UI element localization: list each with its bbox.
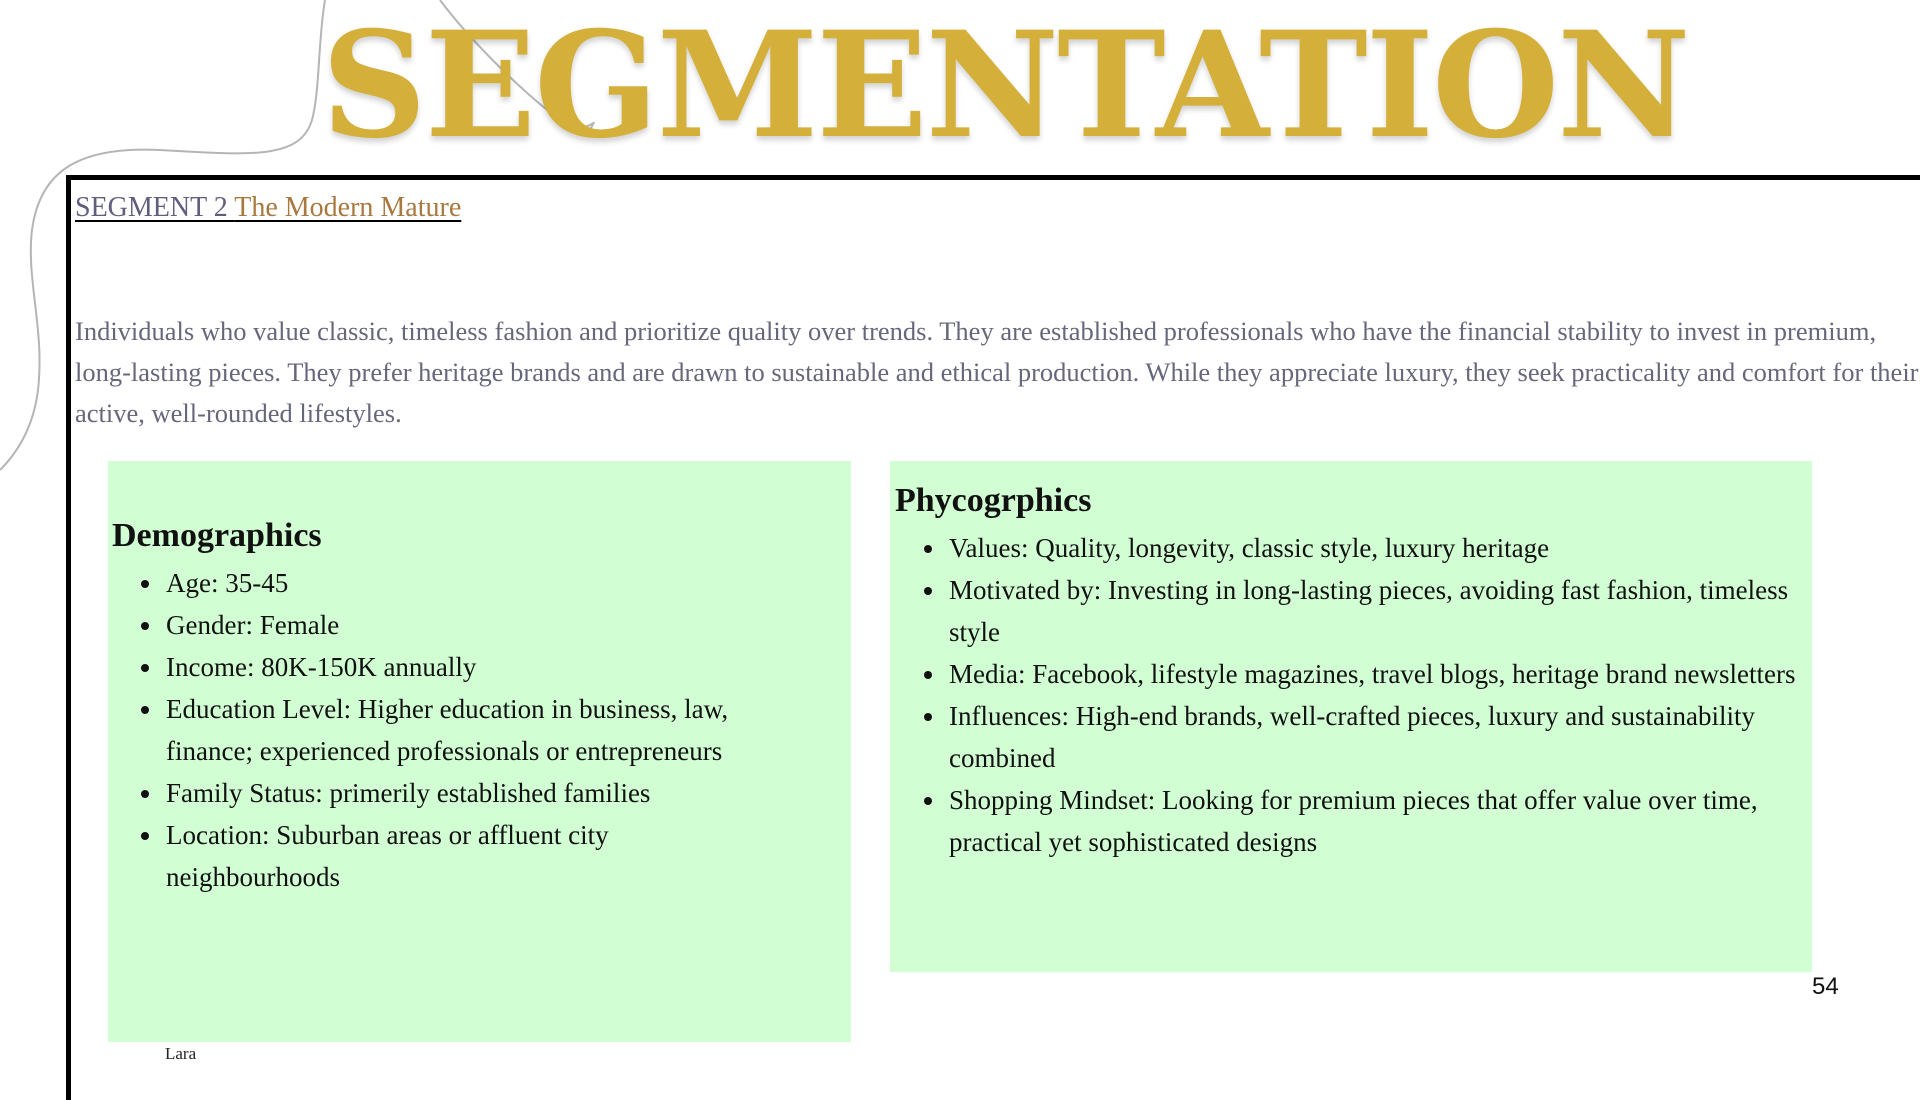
psychographics-list <box>895 527 1807 863</box>
demographics-heading: Demographics <box>112 517 322 554</box>
demographics-item-location: • Location: Suburban areas or affluent city neighbourhoods <box>164 814 764 898</box>
segment-description: Individuals who value classic, timeless fashion and prioritize quality over trends. They are established professionals who have the financial stability to invest in premium, long-lasting pieces. They prefer heritage brands and are drawn to sustainable and ethical production. While they appreciate luxury, they seek practicality and comfort for their active, well-rounded lifestyles. <box>75 316 1919 428</box>
segment-name: The Modern Mature <box>234 192 462 223</box>
psychographics-box <box>890 461 1812 972</box>
page-number: 54 <box>1812 973 1839 1000</box>
demographics-item-age: • Age: 35-45 <box>164 562 764 604</box>
psychographics-item-values: • Values: Quality, longevity, classic style, luxury heritage <box>947 527 1807 569</box>
psychographics-item-motivation: • Motivated by: Investing in long-lasting pieces, avoiding fast fashion, timeless style <box>947 569 1807 653</box>
psychographics-heading: Phycogrphics <box>895 482 1092 519</box>
demographics-item-education: • Education Level: Higher education in business, law, finance; experienced professionals or entrepreneurs <box>164 688 764 772</box>
slide-title: SEGMENTATION <box>321 0 1689 171</box>
demographics-item-family: • Family Status: primerily established families <box>164 772 764 814</box>
psychographics-item-shopping: • Shopping Mindset: Looking for premium pieces that offer value over time, practical yet sophisticated designs <box>947 779 1807 863</box>
segment-heading <box>75 188 461 228</box>
psychographics-item-media: • Media: Facebook, lifestyle magazines, travel blogs, heritage brand newsletters <box>947 653 1807 695</box>
demographics-item-gender: • Gender: Female <box>164 604 764 646</box>
demographics-item-income: • Income: 80K-150K annually <box>164 646 764 688</box>
segment-label: SEGMENT 2 <box>75 192 235 223</box>
author-name: Lara <box>165 1044 197 1063</box>
demographics-box <box>108 461 851 1042</box>
demographics-list <box>112 562 764 898</box>
psychographics-item-influences: • Influences: High-end brands, well-crafted pieces, luxury and sustainability combined <box>947 695 1807 779</box>
